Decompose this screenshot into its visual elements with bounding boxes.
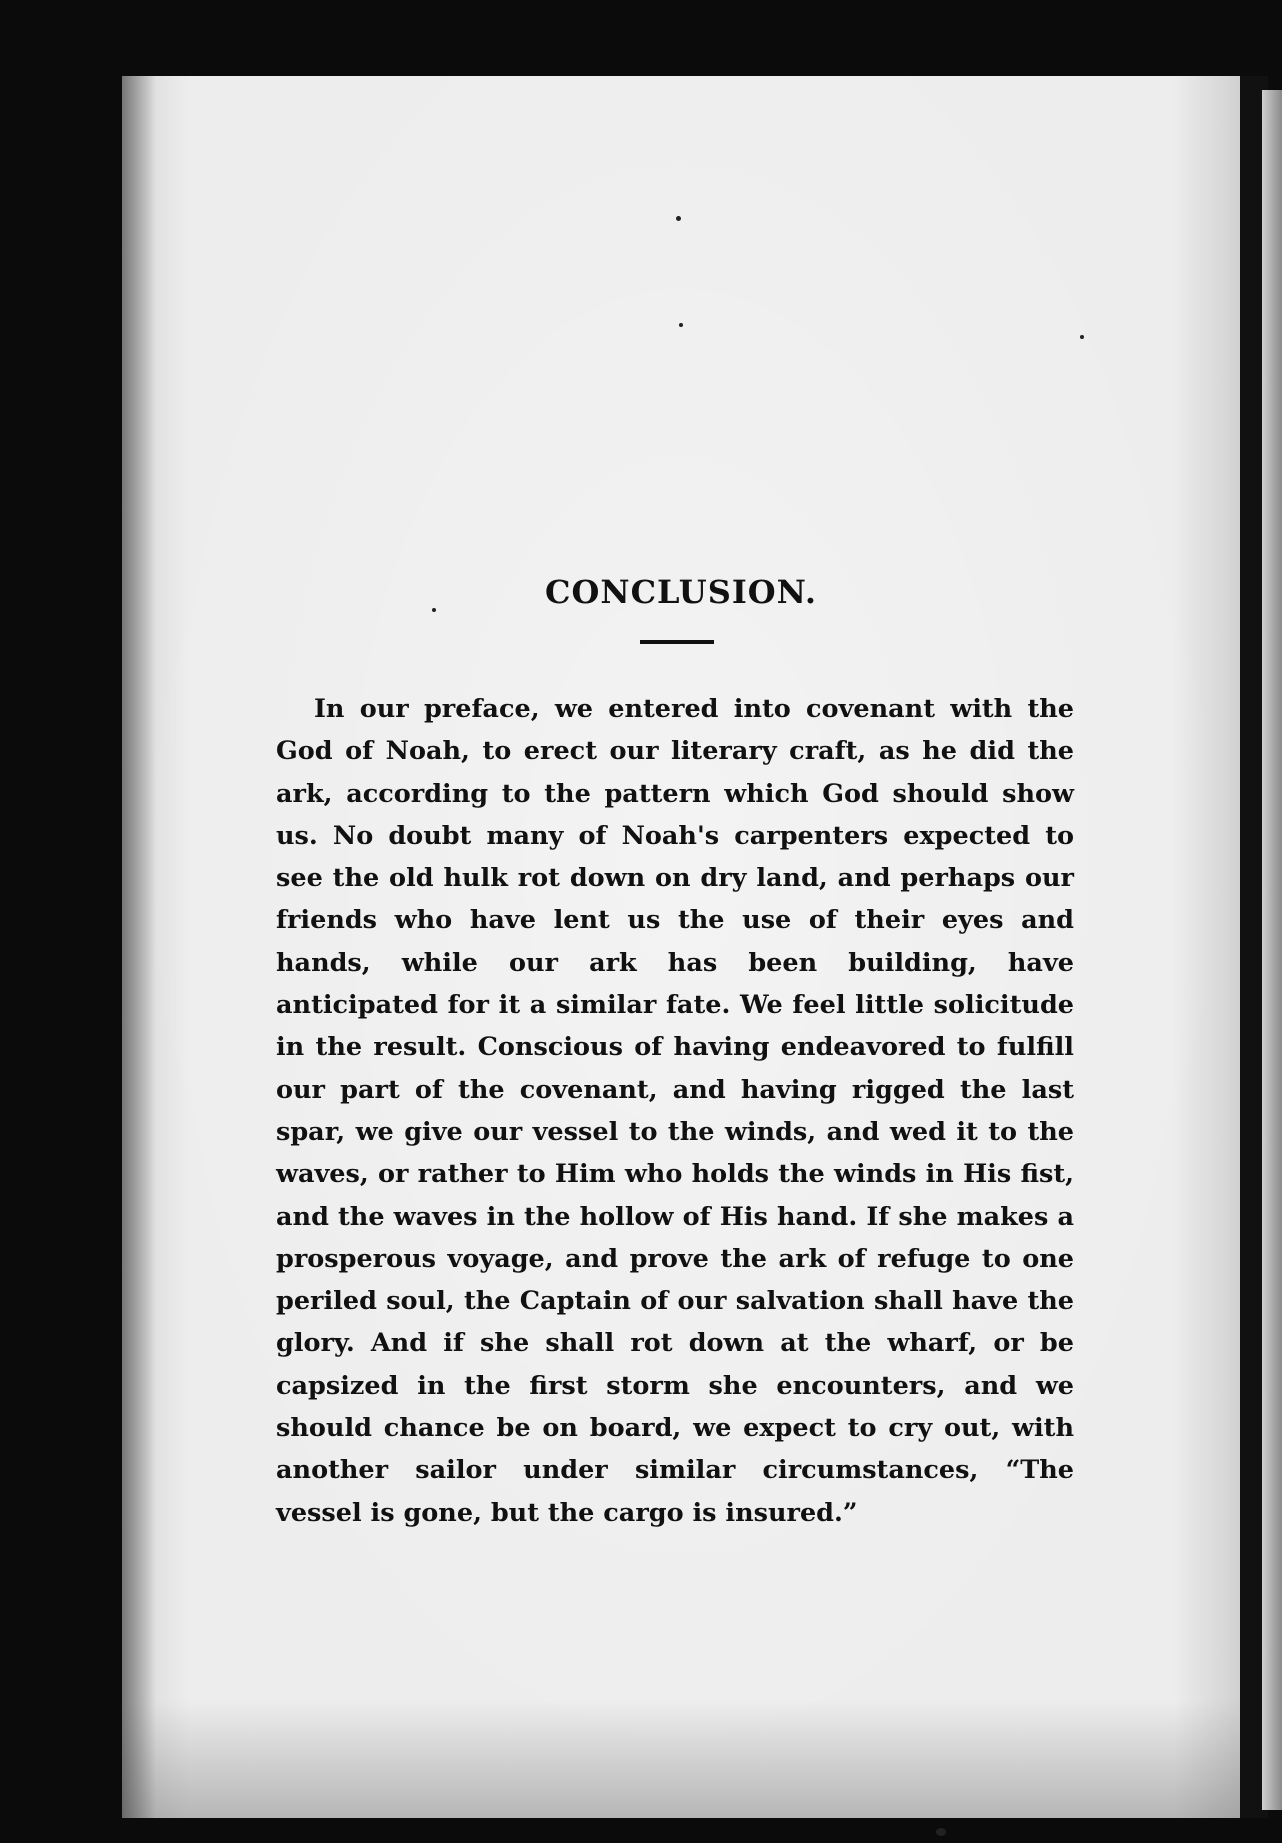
paper-speck: [936, 1828, 946, 1836]
paper-speck: [679, 323, 683, 327]
page-bottom-shadow: [122, 1700, 1240, 1818]
conclusion-paragraph: In our preface, we entered into covenant with the God of Noah, to erect our literary craft, as he did the ark, according to the pattern which God should show us. No doubt many of Noah's carpenters expected to see the old hulk rot down on dry land, and perhaps our friends who have lent us the use of their eyes and hands, while our ark has been building, have anticipated for it a similar fate. We feel little solicitude in the result. Conscious of having endeavored to fulfill our part of the covenant, and having rigged the last spar, we give our vessel to the winds, and wed it to the waves, or rather to Him who holds the winds in His fist, and the waves in the hollow of His hand. If she makes a prosperous voyage, and prove the ark of refuge to one periled soul, the Captain of our salvation shall have the glory. And if she shall rot down at the wharf, or be capsized in the first storm she encounters, and we should chance be on board, we expect to cry out, with another sailor under similar circumstances, “The vessel is gone, but the cargo is insured.”: [276, 694, 1074, 1528]
paper-speck: [676, 216, 681, 221]
facing-page-edge: [1262, 90, 1282, 1810]
body-text: [276, 688, 1074, 1534]
chapter-title: CONCLUSION.: [544, 573, 817, 612]
title-rule: [640, 640, 714, 644]
paper-speck: [1080, 335, 1084, 339]
page-binding-shadow: [122, 76, 156, 1818]
